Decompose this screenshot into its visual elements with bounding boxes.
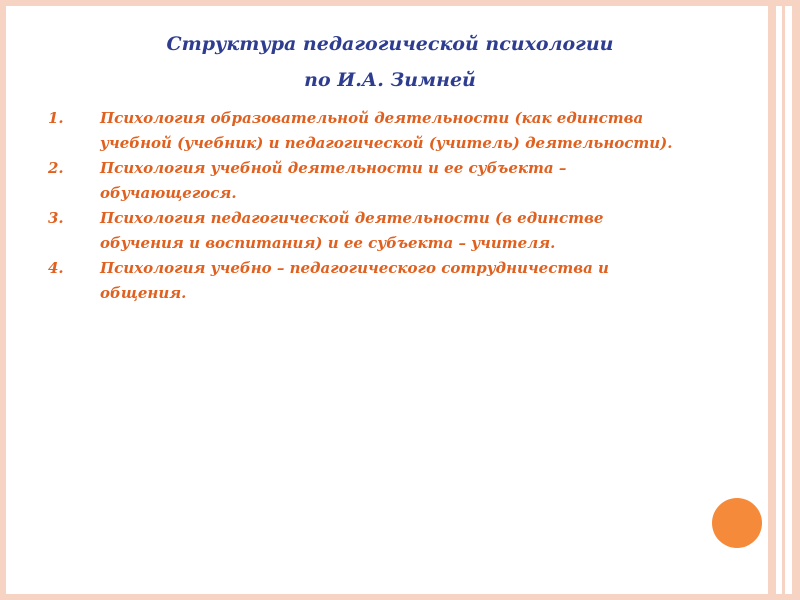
slide-title-line-1: Структура педагогической психологии <box>166 33 614 55</box>
list-item-number: 2. <box>48 159 64 177</box>
right-decorative-stripe <box>782 0 785 600</box>
list-item-text: Психология педагогической деятельности (в единстве обучения и воспитания) и ее субъекта – учителя. <box>100 209 604 252</box>
list-item-text: Психология учебно – педагогического сотрудничества и общения. <box>100 259 609 302</box>
top-border <box>0 0 800 6</box>
list-item <box>48 256 688 306</box>
slide-title-line-2: по И.А. Зимней <box>304 69 476 91</box>
list-item <box>48 206 688 256</box>
list-item-number: 3. <box>48 209 64 227</box>
list-item-number: 1. <box>48 109 64 127</box>
decorative-circle <box>712 498 762 548</box>
list-item-text: Психология учебной деятельности и ее субъекта – обучающегося. <box>100 159 567 202</box>
numbered-list <box>48 106 688 306</box>
bottom-border <box>0 594 800 600</box>
left-border <box>0 0 6 600</box>
list-item-number: 4. <box>48 259 64 277</box>
list-item <box>48 106 688 156</box>
right-decorative-stripe <box>792 0 800 600</box>
slide-title <box>140 26 640 98</box>
list-item-text: Психология образовательной деятельности (как единства учебной (учебник) и педагогической (учитель) деятельности). <box>100 109 673 152</box>
list-item <box>48 156 688 206</box>
right-decorative-stripe <box>768 0 776 600</box>
